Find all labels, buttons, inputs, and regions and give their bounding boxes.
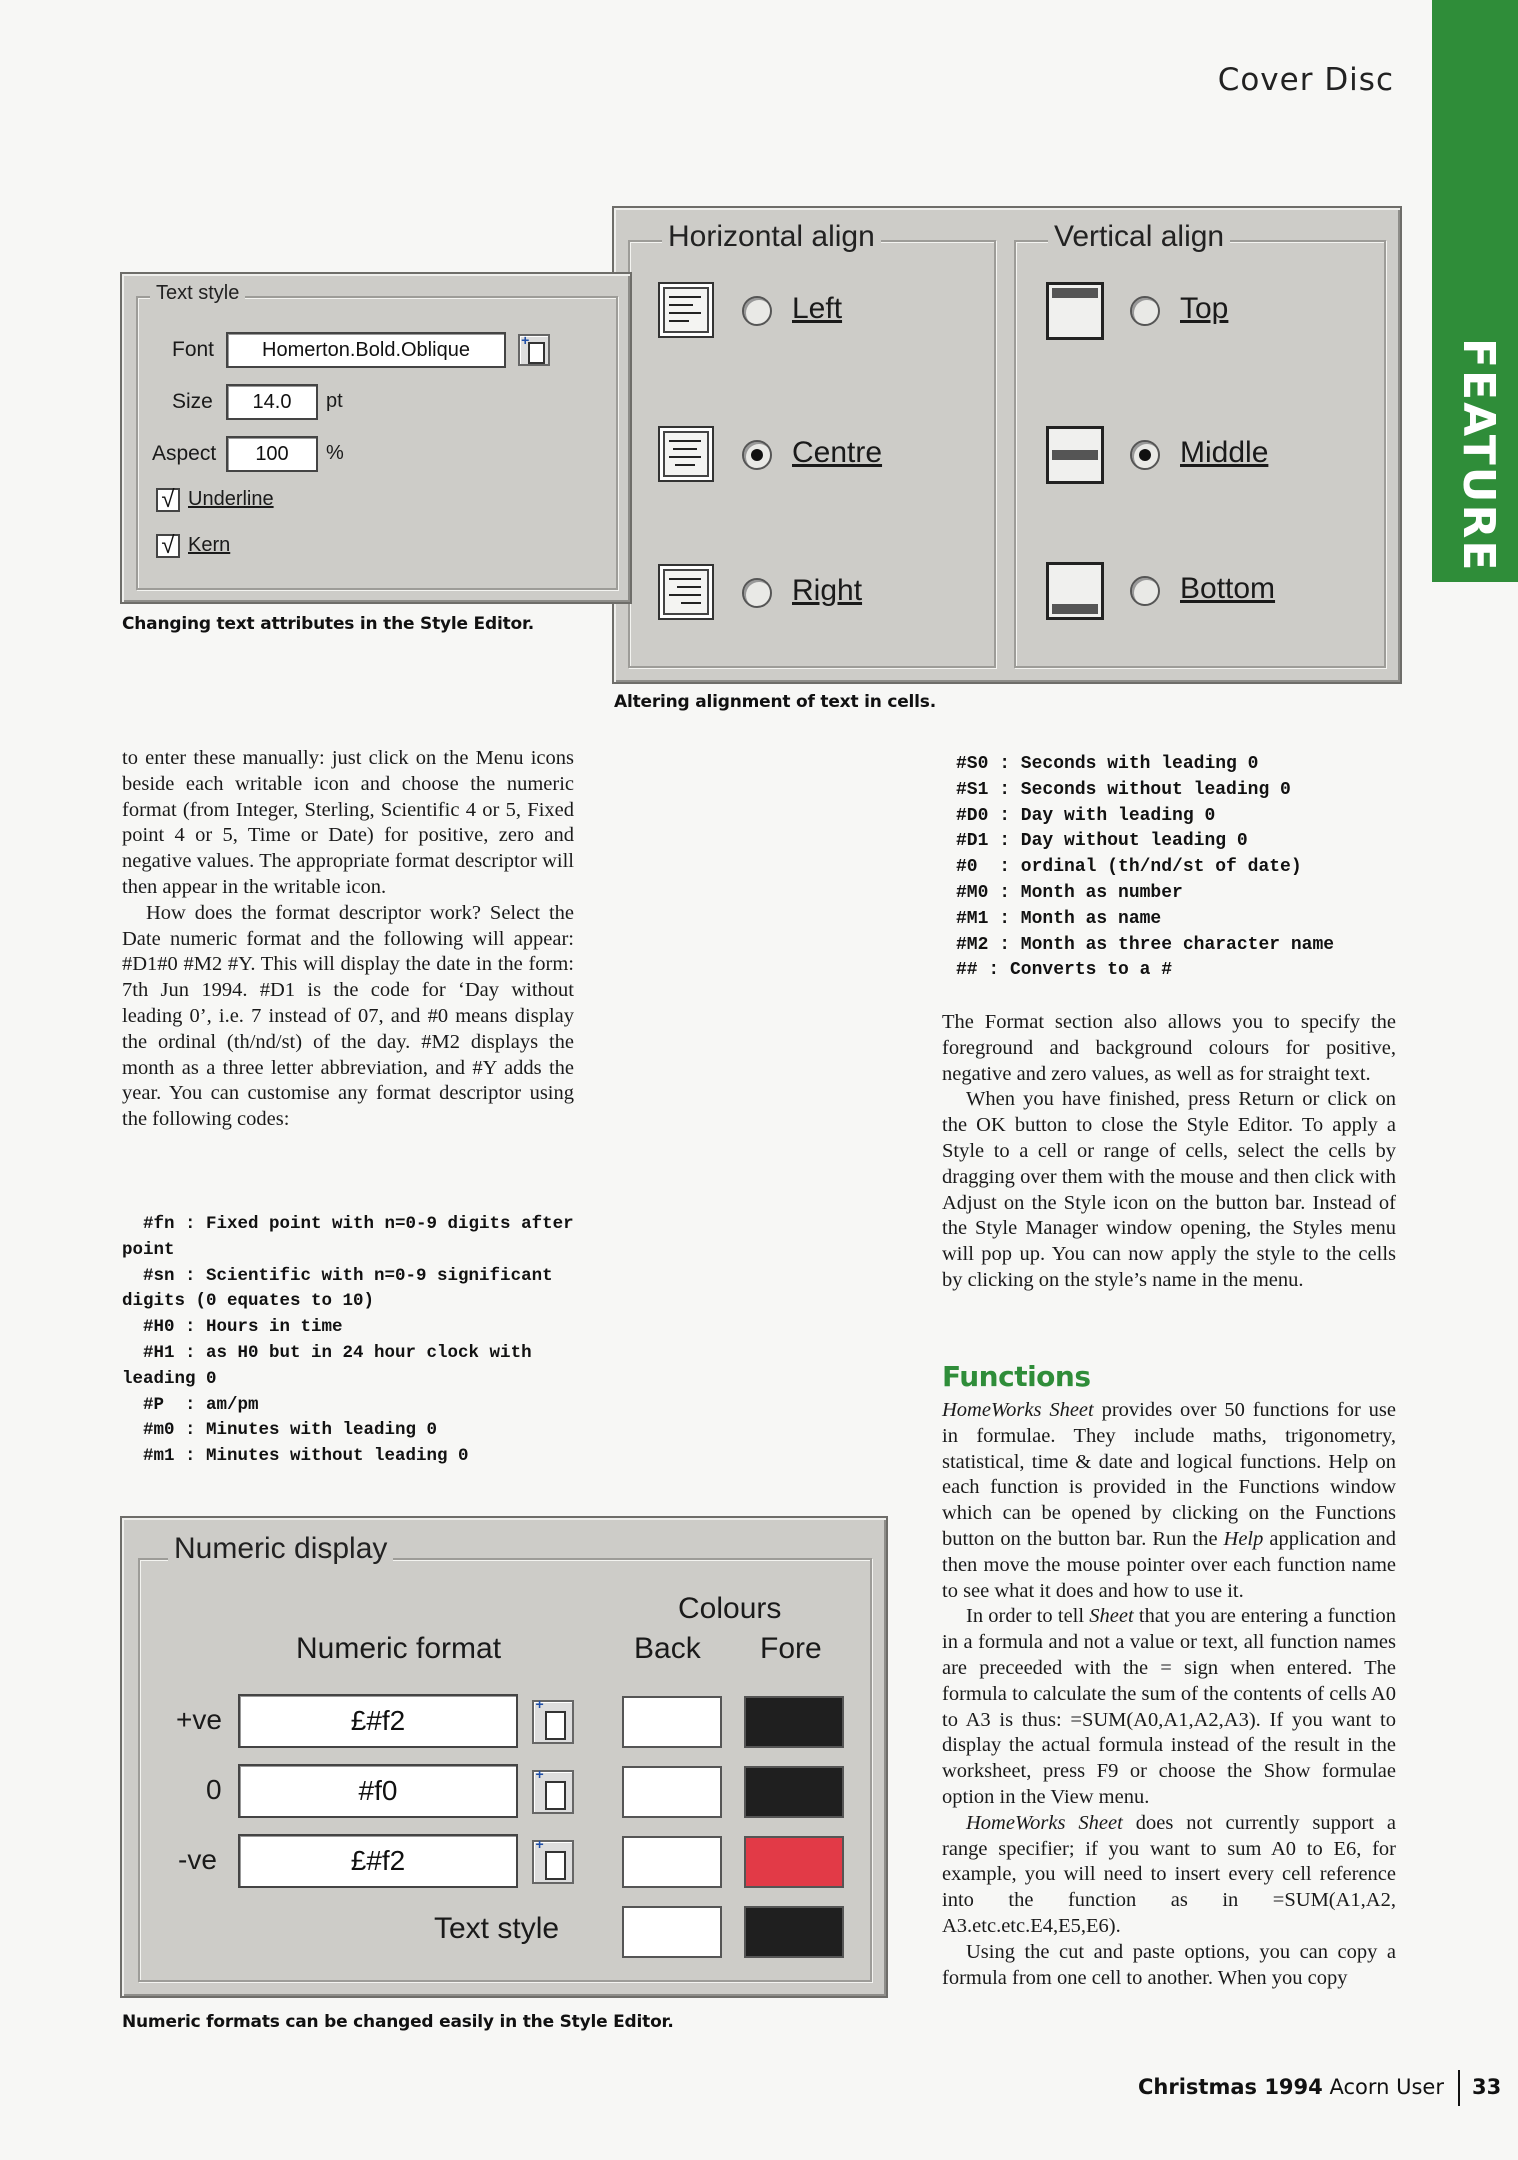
right-code-block: #S0 : Seconds with leading 0 #S1 : Seconds without leading 0 #D0 : Day with leading 0 #D1 : Day without leading 0 #0 : ordinal (th/nd/st of date) #M0 : Month as number #M1 : Month as name #M2 : Month as three character name ## : Converts to a # <box>956 754 1335 981</box>
right-paragraph-1: The Format section also allows you to specify the foreground and background colours for positive, negative and zero values, as well as for straight text. <box>942 1011 1396 1085</box>
valign-bottom-icon <box>1046 562 1104 620</box>
positive-format-field[interactable]: £#f2 <box>238 1694 518 1748</box>
negative-format-field[interactable]: £#f2 <box>238 1834 518 1888</box>
right-paragraph-5-text: does not currently support a range specifier; if you want to sum A0 to E6, for example, you will need to insert every cell reference into the function as in =SUM(A1,A2, A3.etc.etc.E4,E5,E6). <box>942 1811 1396 1937</box>
align-centre-label[interactable]: Centre <box>792 436 883 469</box>
feature-tab <box>1432 0 1518 582</box>
text-style-window <box>120 272 632 604</box>
homeworks-sheet-italic-2: HomeWorks Sheet <box>966 1811 1123 1834</box>
font-field[interactable]: Homerton.Bold.Oblique <box>226 332 506 368</box>
valign-bottom-label[interactable]: Bottom <box>1180 572 1276 605</box>
text-style-row-label: Text style <box>434 1912 560 1945</box>
zero-back-swatch[interactable] <box>622 1766 722 1818</box>
horizontal-align-title: Horizontal align <box>662 220 881 254</box>
right-column-text-upper <box>942 1010 1396 1294</box>
alignment-window <box>612 206 1402 684</box>
negative-fore-swatch[interactable] <box>744 1836 844 1888</box>
right-paragraph-4-text: that you are entering a function in a formula and not a value or text, all function names are preceeded with the = sign when entered. The formula to calculate the sum of the contents of cells A0 to A3 is thus: =SUM(A0,A1,A2,A3). If you want to display the actual formula instead of the result in the worksheet, press F9 or choose the Show formulae option in the View menu. <box>942 1605 1396 1808</box>
functions-heading: Functions <box>942 1360 1091 1393</box>
left-paragraph-2: How does the format descriptor work? Select the Date numeric format and the following will appear: #D1#0 #M2 #Y. This will display the date in the form: 7th Jun 1994. #D1 is the code for ‘Day without leading 0’, i.e. 7 instead of 07, and #0 means display the ordinal (th/nd/st) of the day. #M2 displays the month as a three letter abbreviation, and #Y adds the year. You can customise any format descriptor using the following codes: <box>122 901 574 1131</box>
negative-back-swatch[interactable] <box>622 1836 722 1888</box>
numeric-display-window <box>120 1516 888 1998</box>
row-positive-label: +ve <box>176 1704 222 1735</box>
right-paragraph-2: When you have finished, press Return or click on the OK button to close the Style Editor. To apply a Style to a cell or range of cells, select the cells by dragging over them with the mouse and then click with Adjust on the Style icon on the button bar. Instead of the Style Manager window opening, the Styles menu will pop up. You can now apply the style to the cells by clicking on the style’s name in the menu. <box>942 1088 1396 1291</box>
row-negative-label: -ve <box>178 1844 217 1875</box>
right-column-text-lower <box>942 1398 1396 1991</box>
valign-bottom-radio[interactable] <box>1130 576 1160 606</box>
zero-format-field[interactable]: #f0 <box>238 1764 518 1818</box>
right-paragraph-3-end: application and then move the mouse pointer over each function name to see what it does and how to use it. <box>942 1527 1396 1602</box>
sheet-italic: Sheet <box>1089 1605 1134 1628</box>
section-title: Cover Disc <box>1217 62 1394 98</box>
underline-label[interactable]: Underline <box>188 488 274 510</box>
valign-top-label[interactable]: Top <box>1180 292 1229 325</box>
colours-label: Colours <box>678 1592 782 1625</box>
font-label: Font <box>172 338 215 361</box>
numeric-caption: Numeric formats can be changed easily in the Style Editor. <box>122 2012 674 2032</box>
footer-magazine: Acorn User <box>1329 2075 1444 2099</box>
text-style-caption: Changing text attributes in the Style Editor. <box>122 614 534 634</box>
aspect-label: Aspect <box>152 442 217 465</box>
feature-tab-label: FEATURE <box>1453 338 1504 573</box>
size-label: Size <box>172 390 213 413</box>
align-right-radio[interactable] <box>742 578 772 608</box>
align-left-icon <box>658 282 714 338</box>
page-footer <box>1138 2070 1501 2106</box>
aspect-unit: % <box>326 442 344 464</box>
underline-checkbox[interactable]: √ <box>156 488 180 512</box>
right-paragraph-3-text: provides over 50 functions for use in formulae. They include maths, trigonometry, statistical, time & date and logical functions. Help on each function is provided in the Functions window which can be opened by clicking on the Functions button on the button bar. Run the <box>942 1399 1396 1550</box>
row-zero-label: 0 <box>206 1774 222 1805</box>
homeworks-sheet-italic: HomeWorks Sheet <box>942 1399 1094 1421</box>
align-left-label[interactable]: Left <box>792 292 843 325</box>
right-paragraph-4-start: In order to tell <box>966 1605 1090 1628</box>
text-fore-swatch[interactable] <box>744 1906 844 1958</box>
text-back-swatch[interactable] <box>622 1906 722 1958</box>
kern-label[interactable]: Kern <box>188 534 231 556</box>
help-italic: Help <box>1223 1527 1264 1550</box>
alignment-caption: Altering alignment of text in cells. <box>614 692 936 712</box>
footer-page-number: 33 <box>1471 2075 1502 2099</box>
align-left-radio[interactable] <box>742 296 772 326</box>
zero-fore-swatch[interactable] <box>744 1766 844 1818</box>
zero-format-menu-icon[interactable] <box>532 1770 574 1814</box>
vertical-align-title: Vertical align <box>1048 220 1230 254</box>
left-column-text <box>122 746 574 1133</box>
text-style-title: Text style <box>150 282 245 305</box>
numeric-format-header: Numeric format <box>296 1632 502 1665</box>
align-right-label[interactable]: Right <box>792 574 863 607</box>
positive-format-menu-icon[interactable] <box>532 1700 574 1744</box>
right-paragraph-6: Using the cut and paste options, you can copy a formula from one cell to another. When you copy <box>942 1940 1396 1989</box>
align-centre-radio[interactable] <box>742 440 772 470</box>
left-code-block: #fn : Fixed point with n=0-9 digits after point #sn : Scientific with n=0-9 significant digits (0 equates to 10) #H0 : Hours in time #H1 : as H0 but in 24 hour clock with leading 0 #P : am/pm #m0 : Minutes with leading 0 #m1 : Minutes without leading 0 <box>122 1214 574 1467</box>
positive-fore-swatch[interactable] <box>744 1696 844 1748</box>
right-paragraph-5 <box>942 1811 1396 1940</box>
back-header: Back <box>634 1632 701 1665</box>
valign-middle-radio[interactable] <box>1130 440 1160 470</box>
numeric-display-title: Numeric display <box>168 1532 393 1566</box>
footer-separator <box>1458 2070 1460 2106</box>
align-centre-icon <box>658 426 714 482</box>
valign-top-radio[interactable] <box>1130 296 1160 326</box>
font-menu-icon[interactable] <box>518 334 550 366</box>
size-field[interactable]: 14.0 <box>226 384 318 420</box>
positive-back-swatch[interactable] <box>622 1696 722 1748</box>
footer-issue: Christmas 1994 <box>1138 2075 1323 2099</box>
negative-format-menu-icon[interactable] <box>532 1840 574 1884</box>
right-paragraph-3 <box>942 1398 1396 1604</box>
left-paragraph-1: to enter these manually: just click on the Menu icons beside each writable icon and choose the numeric format (from Integer, Sterling, Scientific 4 or 5, Fixed point 4 or 5, Time or Date) for positive, zero and negative values. The appropriate format descriptor will then appear in the writable icon. <box>122 747 574 898</box>
valign-middle-label[interactable]: Middle <box>1180 436 1269 469</box>
fore-header: Fore <box>760 1632 822 1665</box>
valign-top-icon <box>1046 282 1104 340</box>
valign-middle-icon <box>1046 426 1104 484</box>
kern-checkbox[interactable]: √ <box>156 534 180 558</box>
align-right-icon <box>658 564 714 620</box>
aspect-field[interactable]: 100 <box>226 436 318 472</box>
size-unit: pt <box>326 390 343 412</box>
right-paragraph-4 <box>942 1604 1396 1810</box>
